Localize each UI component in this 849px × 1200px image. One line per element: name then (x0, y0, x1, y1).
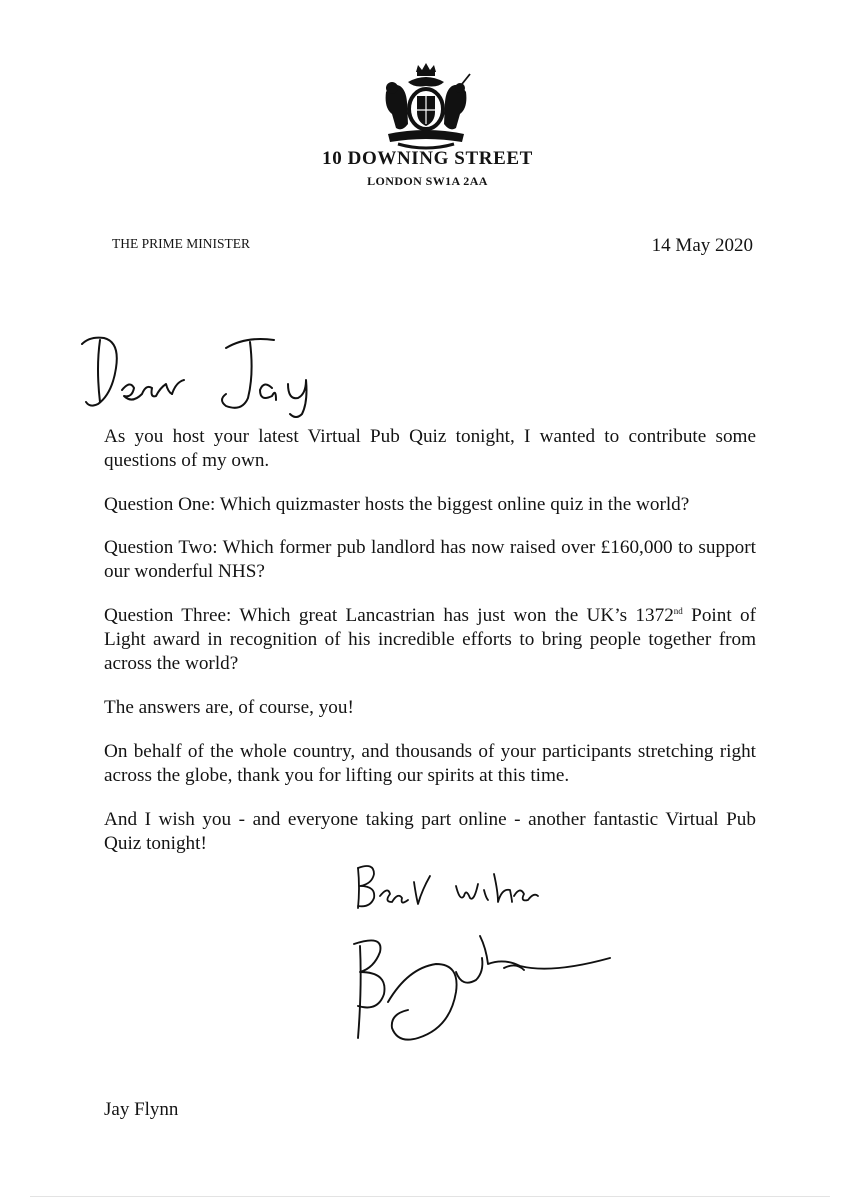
thanks-paragraph: On behalf of the whole country, and thousands of your participants stretching right across the globe, thank you for lifting our spirits at this time. (104, 741, 756, 786)
recipient-name: Jay Flynn (104, 1099, 179, 1120)
handwritten-closing (352, 856, 552, 916)
letter-date: 14 May 2020 (651, 235, 753, 256)
body-paragraph: As you host your latest Virtual Pub Quiz tonight, I wanted to contribute some questions of my own. (104, 426, 756, 471)
answer-paragraph: The answers are, of course, you! (104, 697, 354, 718)
signature (344, 928, 616, 1048)
page-edge (30, 1196, 830, 1197)
question-two: Question Two: Which former pub landlord has now raised over £160,000 to support our wonderful NHS? (104, 537, 756, 582)
letterhead-postcode: LONDON SW1A 2AA (367, 174, 488, 188)
ordinal-suffix: nd (673, 606, 683, 616)
question-three-text-cont: Point of Light award in recognition of his incredible efforts to bring people together from across the world? (104, 605, 756, 674)
letterhead-address: 10 DOWNING STREET (322, 148, 533, 169)
letter-body (104, 425, 756, 876)
royal-coat-of-arms-icon (378, 62, 474, 154)
question-three (104, 604, 756, 676)
question-one: Question One: Which quizmaster hosts the biggest online quiz in the world? (104, 494, 690, 515)
wish-paragraph: And I wish you - and everyone taking part online - another fantastic Virtual Pub Quiz tonight! (104, 809, 756, 854)
question-three-text: Question Three: Which great Lancastrian has just won the UK’s 1372 (104, 605, 674, 626)
sender-title: THE PRIME MINISTER (112, 236, 250, 251)
handwritten-salutation (76, 318, 336, 418)
